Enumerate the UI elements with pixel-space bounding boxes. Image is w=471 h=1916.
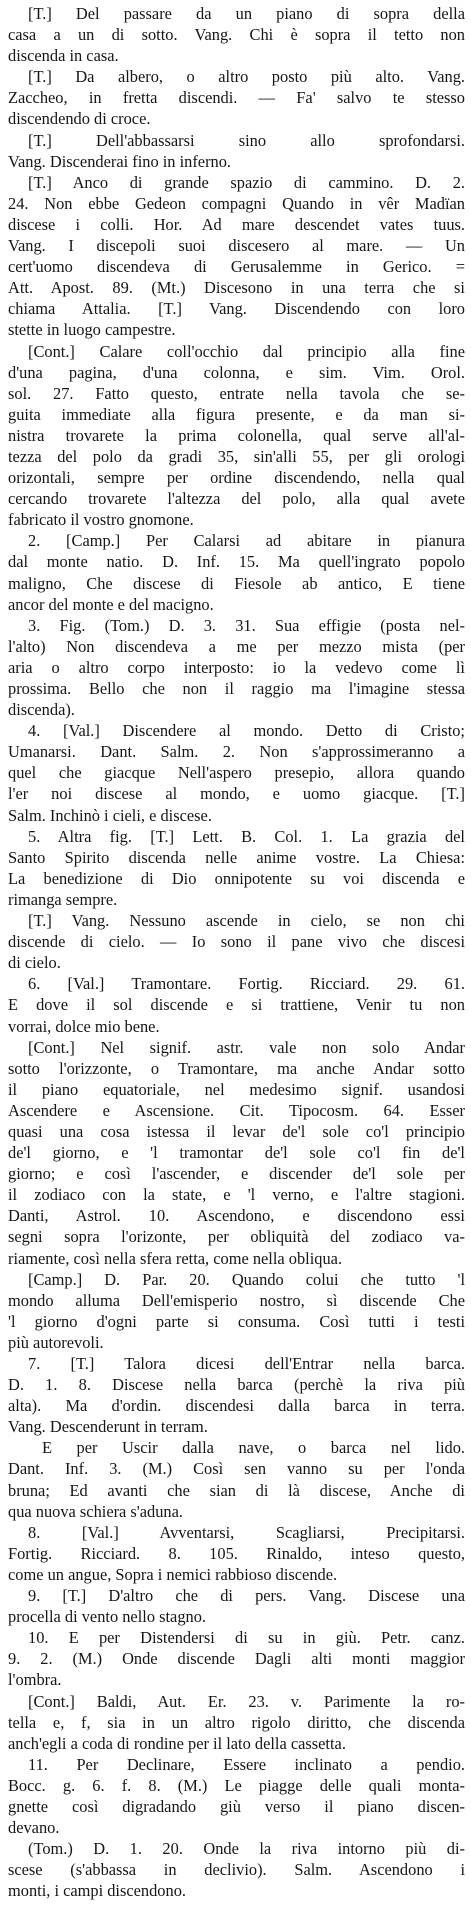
- text-line: come un angue, Sopra i nemici rabbioso discende.: [8, 1564, 338, 1584]
- text-line: alta). Ma d'ordin. discendesi dalla barca in terra.: [8, 1396, 465, 1416]
- text-line: [Cont.] Calare coll'occhio dal principio alla fine: [28, 341, 465, 361]
- text-line: 2. [Camp.] Per Calarsi ad abitare in pianura: [28, 531, 465, 551]
- text-line: sotto l'orizzonte, o Tramontare, ma anche Andar sotto: [8, 1058, 465, 1078]
- text-line: tezza del polo da gradi 35, sin'alli 55, per gli orologi: [8, 446, 465, 466]
- text-line: 11. Per Declinare, Essere inclinato a pendio.: [28, 1754, 465, 1774]
- text-line: scese (s'abbassa in declivio). Salm. Ascendono i: [8, 1860, 465, 1880]
- text-line: stette in luogo campestre.: [8, 320, 176, 340]
- text-line: Vang. I discepoli suoi discesero al mare. — Un: [8, 236, 465, 256]
- text-line: monti, i campi discendono.: [8, 1881, 186, 1901]
- text-line: l'alto) Non discendeva a me per mezzo mista (per: [8, 636, 465, 656]
- text-line: cert'uomo discendeva di Gerusalemme in Gerico. =: [8, 257, 465, 277]
- text-line: (Tom.) D. 1. 20. Onde la riva intorno più di-: [28, 1839, 465, 1859]
- text-line: prossima. Bello che non il raggio ma l'imagine stessa: [8, 679, 465, 698]
- text-line: Danti, Astrol. 10. Ascendono, e discendono essi: [8, 1206, 465, 1226]
- text-line: l'er noi discese al mondo, e uomo giacque. [T.]: [8, 784, 465, 804]
- text-line: fabricato il vostro gnomone.: [8, 510, 194, 530]
- text-line: Vang. Discenderai fino in inferno.: [8, 151, 232, 171]
- text-line: 10. E per Distendersi di su in giù. Petr. canz.: [28, 1628, 465, 1648]
- text-line: 9. [T.] D'altro che di pers. Vang. Discese una: [28, 1586, 465, 1606]
- text-line: guita immediate alla figura presente, e da man si-: [8, 404, 465, 424]
- text-line: 5. Altra fig. [T.] Lett. B. Col. 1. La grazia del: [28, 826, 465, 846]
- text-line: più autorevoli.: [8, 1332, 104, 1352]
- text-line: giorno; e così l'ascender, e discender de'l sole per: [8, 1164, 465, 1184]
- text-line: aria o altro corpo interposto: io la vedevo come lì: [8, 657, 465, 677]
- text-line: di cielo.: [8, 953, 61, 973]
- text-line: devano.: [8, 1818, 60, 1838]
- text-line: cercando trovarete l'altezza del polo, alla qual avete: [8, 489, 465, 509]
- text-line: D. 1. 8. Discese nella barca (perchè la riva più: [8, 1375, 465, 1395]
- text-line: E per Uscir dalla nave, o barca nel lido.: [42, 1438, 465, 1458]
- text-line: tella e, f, sia in un altro rigolo diritto, che discenda: [8, 1712, 465, 1732]
- text-line: [T.] Anco di grande spazio di cammino. D. 2.: [28, 172, 465, 192]
- text-line: E dove il sol discende e si trattiene, Venir tu non: [8, 995, 465, 1015]
- text-line: rimanga sempre.: [8, 889, 118, 909]
- text-line: d'una pagina, d'una colonna, e sim. Vim. Orol.: [8, 362, 465, 382]
- text-line: 3. Fig. (Tom.) D. 3. 31. Sua effigie (posta nel-: [28, 615, 465, 635]
- text-line: ancor del monte e del macigno.: [8, 594, 214, 614]
- text-line: 24. Non ebbe Gedeon compagni Quando in vêr Madïan: [8, 193, 465, 213]
- text-line: maligno, Che discese di Fiesole ab antico, E tiene: [8, 573, 465, 593]
- text-line: orizontali, sempre per ordine discendendo, nella qual: [8, 468, 465, 488]
- text-line: mondo alluma Dell'emisperio nostro, sì discende Che: [8, 1290, 465, 1310]
- text-line: 'l giorno d'ogni parte si consuma. Così tutti i testi: [8, 1311, 465, 1331]
- text-line: gnette così digradando giù verso il piano discen-: [8, 1796, 465, 1816]
- text-line: segni sopra l'orizonte, per obliquità del zodiaco va-: [8, 1227, 465, 1247]
- text-line: Fortig. Ricciard. 8. 105. Rinaldo, inteso questo,: [8, 1543, 465, 1563]
- text-line: nistra trovarete la prima colonella, qual serve all'al-: [8, 425, 465, 445]
- text-line: l'ombra.: [8, 1670, 62, 1690]
- text-line: riamente, così nella sfera retta, come nella obliqua.: [8, 1248, 343, 1268]
- text-line: 4. [Val.] Discendere al mondo. Detto di Cristo;: [28, 721, 465, 741]
- text-line: discendendo di croce.: [8, 109, 151, 129]
- text-line: [Cont.] Nel signif. astr. vale non solo Andar: [28, 1037, 465, 1057]
- text-line: casa a un di sotto. Vang. Chi è sopra il tetto non: [8, 25, 465, 45]
- text-line: [T.] Del passare da un piano di sopra della: [28, 4, 465, 23]
- text-line: qua nuova schiera s'aduna.: [8, 1501, 183, 1521]
- dictionary-entry-text: [8, 3, 465, 1901]
- text-line: Salm. Inchinò i cieli, e discese.: [8, 805, 212, 825]
- text-line: dal monte natio. D. Inf. 15. Ma quell'ingrato popolo: [8, 552, 465, 572]
- text-line: [T.] Dell'abbassarsi sino allo sprofondarsi.: [28, 130, 465, 150]
- text-line: Bocc. g. 6. f. 8. (M.) Le piagge delle quali monta-: [8, 1775, 465, 1795]
- text-line: 8. [Val.] Avventarsi, Scagliarsi, Precipitarsi.: [28, 1522, 465, 1542]
- text-line: Umanarsi. Dant. Salm. 2. Non s'approssimeranno a: [8, 742, 465, 762]
- text-line: bruna; Ed avanti che sian di là discese, Anche di: [8, 1480, 465, 1500]
- text-line: 6. [Val.] Tramontare. Fortig. Ricciard. 29. 61.: [28, 974, 465, 994]
- text-line: [T.] Da albero, o altro posto più alto. Vang.: [28, 67, 465, 87]
- text-line: chiama Attalia. [T.] Vang. Discendendo con loro: [8, 299, 465, 319]
- text-line: 9. 2. (M.) Onde discende Dagli alti monti maggior: [8, 1649, 465, 1669]
- text-line: Dant. Inf. 3. (M.) Così sen vanno su per l'onda: [8, 1459, 465, 1479]
- text-line: il zodiaco con la state, e 'l verno, e l'altre stagioni.: [8, 1185, 465, 1205]
- text-line: anch'egli a coda di rondine per il lato della cassetta.: [8, 1733, 346, 1753]
- text-line: procella di vento nello stagno.: [8, 1607, 207, 1627]
- text-line: 7. [T.] Talora dicesi dell'Entrar nella barca.: [28, 1354, 465, 1373]
- text-line: La benedizione di Dio onnipotente su voi discenda e: [8, 868, 465, 888]
- text-line: [Camp.] D. Par. 20. Quando colui che tutto 'l: [28, 1269, 465, 1289]
- text-line: de'l giorno, e 'l tramontar de'l sole co'l fin de'l: [8, 1143, 465, 1163]
- text-line: [Cont.] Baldi, Aut. Er. 23. v. Parimente la ro-: [28, 1691, 465, 1711]
- text-line: Ascendere e Ascensione. Cit. Tipocosm. 64. Esser: [8, 1100, 465, 1120]
- text-line: Santo Spirito discenda nelle anime vostre. La Chiesa:: [8, 847, 465, 867]
- text-line: discenda in casa.: [8, 46, 119, 66]
- text-line: vorrai, dolce mio bene.: [8, 1016, 160, 1036]
- text-line: Zaccheo, in fretta discendi. — Fa' salvo te stesso: [8, 88, 465, 108]
- text-line: Vang. Descenderunt in terram.: [8, 1417, 208, 1437]
- text-line: [T.] Vang. Nessuno ascende in cielo, se non chi: [28, 911, 465, 931]
- text-line: Att. Apost. 89. (Mt.) Discesono in una terra che si: [8, 278, 465, 298]
- text-line: discese i colli. Hor. Ad mare descendet vates tuus.: [8, 214, 465, 234]
- text-line: quasi una cosa istessa il levar de'l sole co'l principio: [8, 1121, 465, 1141]
- text-line: il piano equatoriale, nel medesimo signif. usandosi: [8, 1079, 465, 1099]
- text-line: discende di cielo. — Io sono il pane vivo che discesi: [8, 932, 465, 952]
- text-line: sol. 27. Fatto questo, entrate nella tavola che se-: [8, 383, 465, 403]
- text-line: discenda).: [8, 700, 75, 720]
- text-line: quel che giacque Nell'aspero presepio, allora quando: [8, 763, 465, 783]
